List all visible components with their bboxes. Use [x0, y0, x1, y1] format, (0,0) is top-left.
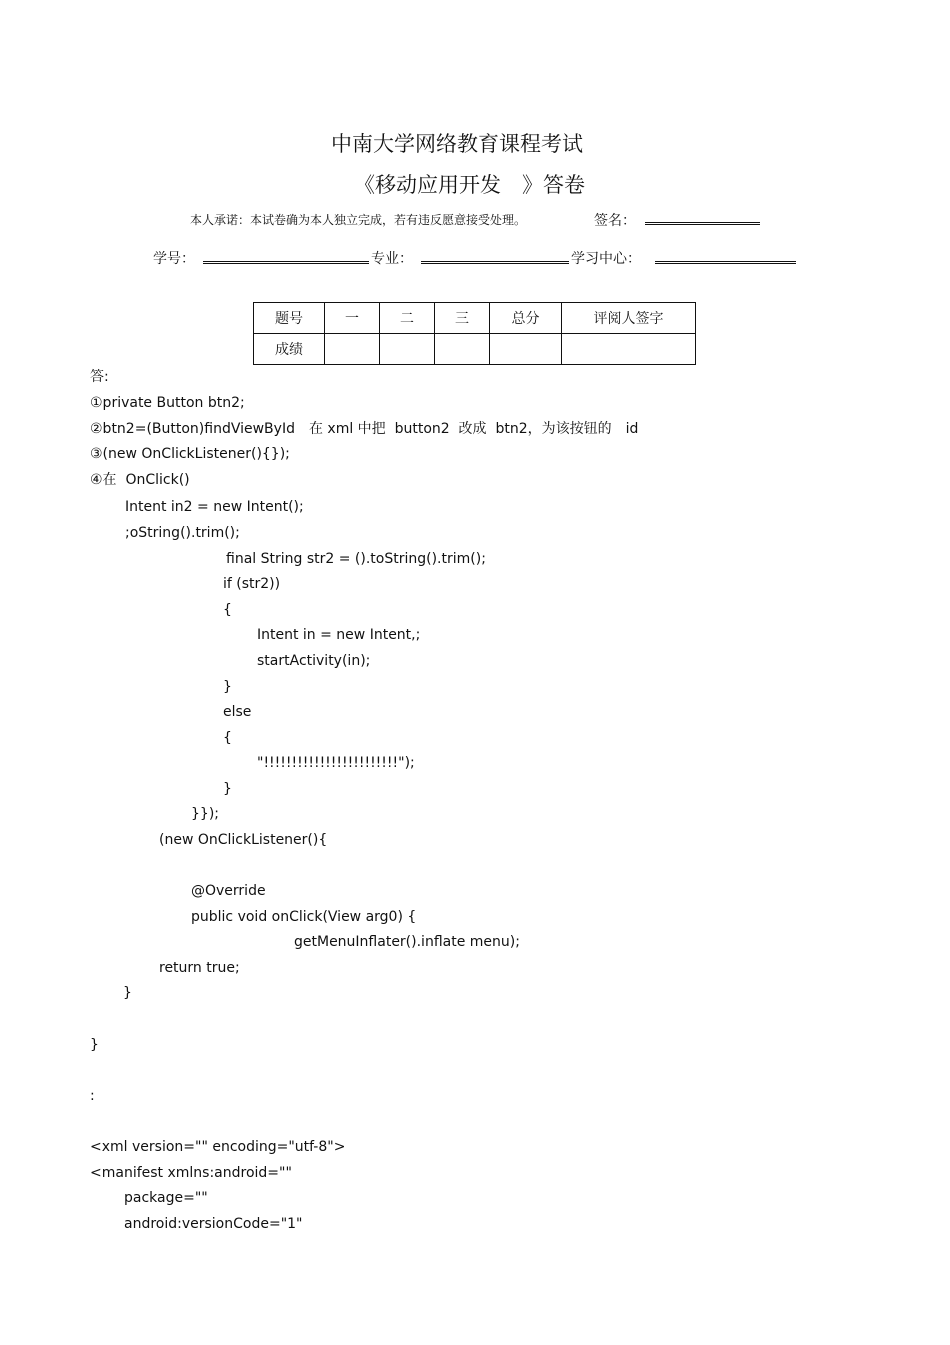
- score-cell[interactable]: [380, 334, 435, 365]
- answer-line: ①private Button btn2;: [90, 395, 245, 411]
- header-part-3: 三: [435, 303, 490, 334]
- code-line: "!!!!!!!!!!!!!!!!!!!!!!!!");: [257, 755, 415, 771]
- exam-title: 中南大学网络教育课程考试: [331, 132, 583, 156]
- code-line: getMenuInflater().inflate menu);: [294, 934, 520, 950]
- code-line: {: [223, 730, 232, 746]
- major-label: 专业：: [371, 251, 413, 267]
- code-line: }: [223, 781, 232, 797]
- code-line: public void onClick(View arg0) {: [191, 909, 417, 925]
- code-line: }: [223, 679, 232, 695]
- code-line: Intent in = new Intent,;: [257, 627, 421, 643]
- header-part-2: 二: [380, 303, 435, 334]
- score-cell[interactable]: [490, 334, 562, 365]
- code-line: return true;: [159, 960, 240, 976]
- xml-line: package="": [124, 1190, 208, 1206]
- score-table: [253, 302, 696, 365]
- student-id-line[interactable]: [203, 261, 369, 264]
- row-label-score: 成绩: [254, 334, 325, 365]
- signature-label: 签名：: [594, 213, 636, 229]
- header-part-1: 一: [325, 303, 380, 334]
- pledge-text: 本人承诺：本试卷确为本人独立完成，若有违反愿意接受处理。: [190, 213, 527, 227]
- code-line: else: [223, 704, 252, 720]
- major-line[interactable]: [421, 261, 569, 264]
- section-separator: :: [90, 1088, 95, 1104]
- code-line: if (str2)): [223, 576, 281, 592]
- score-cell[interactable]: [435, 334, 490, 365]
- code-line: {: [223, 602, 232, 618]
- xml-line: <manifest xmlns:android="": [90, 1165, 292, 1181]
- score-cell[interactable]: [325, 334, 380, 365]
- code-line: startActivity(in);: [257, 653, 371, 669]
- study-center-label: 学习中心：: [571, 251, 641, 267]
- header-question-number: 题号: [254, 303, 325, 334]
- score-table-header-row: [254, 303, 696, 334]
- header-total: 总分: [490, 303, 562, 334]
- xml-line: <xml version="" encoding="utf-8">: [90, 1139, 346, 1155]
- code-line: final String str2 = ().toString().trim();: [226, 551, 486, 567]
- answer-sheet-title: 《移动应用开发 》答卷: [354, 173, 585, 197]
- study-center-line[interactable]: [655, 261, 796, 264]
- score-cell[interactable]: [562, 334, 696, 365]
- answer-line: ②btn2=(Button)findViewById 在 xml 中把 button2 改成 btn2，为该按钮的 id: [90, 421, 639, 437]
- score-table-score-row: [254, 334, 696, 365]
- code-line: }: [123, 985, 132, 1001]
- answer-line: ③(new OnClickListener(){});: [90, 446, 290, 462]
- signature-line[interactable]: [645, 222, 760, 225]
- code-line: Intent in2 = new Intent();: [125, 499, 304, 515]
- code-line: ;oString().trim();: [125, 525, 240, 541]
- code-line: @Override: [191, 883, 266, 899]
- header-grader-signature: 评阅人签字: [562, 303, 696, 334]
- answer-heading: 答:: [90, 369, 109, 385]
- student-id-label: 学号：: [153, 251, 195, 267]
- code-line: }});: [191, 806, 219, 822]
- code-line: }: [90, 1037, 99, 1053]
- xml-line: android:versionCode="1": [124, 1216, 303, 1232]
- answer-line: ④在 OnClick(): [90, 472, 190, 488]
- code-line: (new OnClickListener(){: [159, 832, 328, 848]
